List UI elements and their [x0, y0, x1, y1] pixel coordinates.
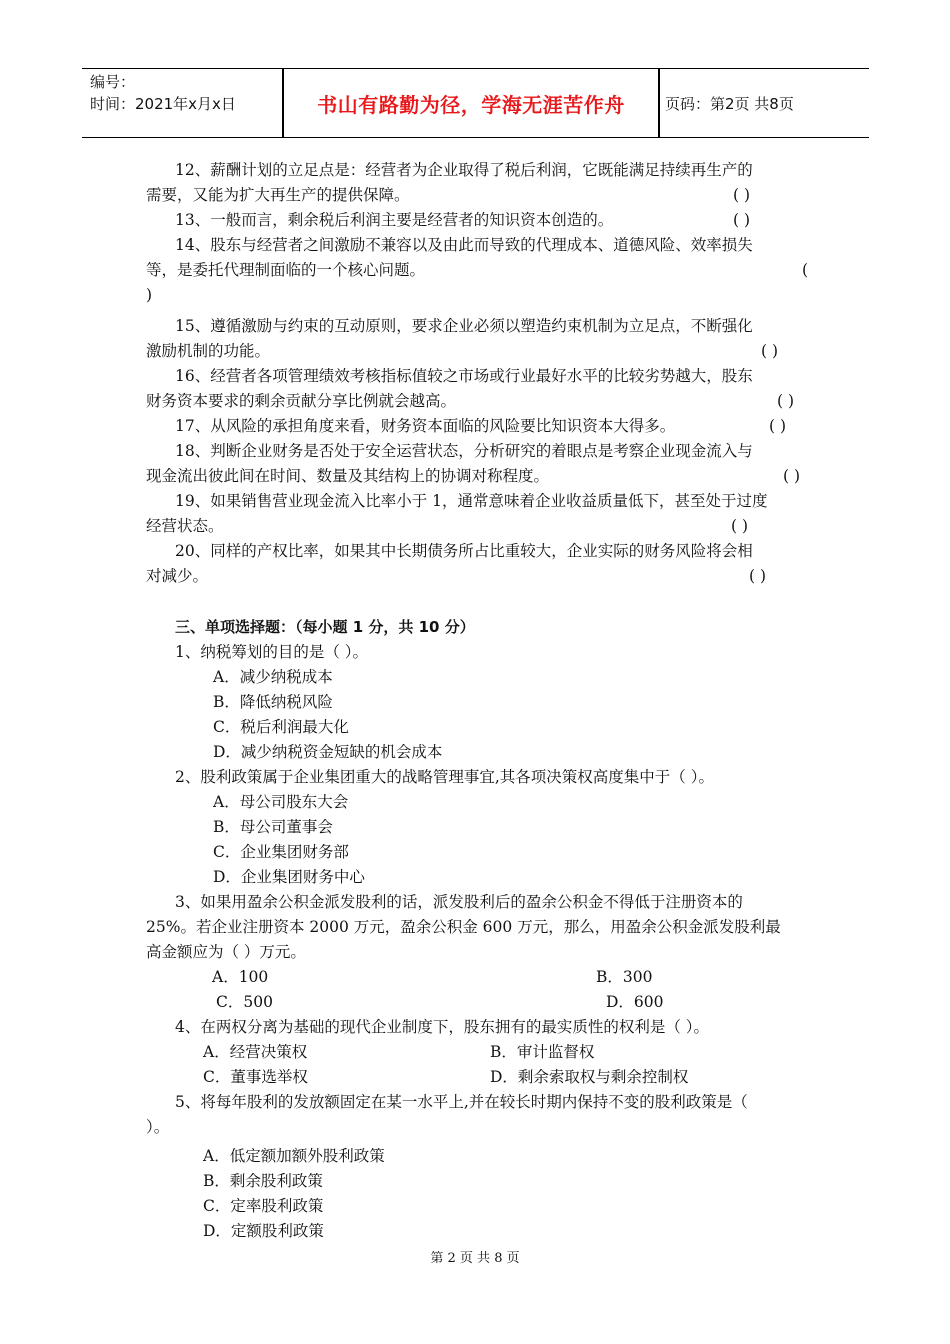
judgment-item: 19、如果销售营业现金流入比率小于 1，通常意味着企业收益质量低下，甚至处于过度 经营状态。 ( ): [146, 489, 808, 539]
answer-blank[interactable]: ( ): [730, 517, 748, 535]
page-footer: 第 2 页 共 8 页: [430, 1251, 520, 1266]
option[interactable]: D．企业集团财务中心: [213, 868, 365, 886]
option[interactable]: B．降低纳税风险: [213, 693, 333, 711]
option[interactable]: D．减少纳税资金短缺的机会成本: [213, 743, 443, 761]
judgment-item: 18、判断企业财务是否处于安全运营状态，分析研究的着眼点是考察企业现金流入与 现金流出彼此间在时间、数量及其结构上的协调对称程度。 ( ): [146, 439, 808, 489]
page-header: [82, 68, 869, 138]
answer-blank[interactable]: ( ): [732, 211, 750, 229]
answer-blank[interactable]: ( ): [748, 567, 766, 585]
option[interactable]: C．500: [216, 993, 273, 1011]
question-stem: 5、将每年股利的发放额固定在某一水平上,并在较长时期内保持不变的股利政策是（: [175, 1093, 748, 1111]
answer-blank[interactable]: ( ): [732, 186, 750, 204]
judgment-item: 17、从风险的承担角度来看，财务资本面临的风险要比知识资本大得多。 ( ): [146, 414, 808, 439]
question-stem: 25%。若企业注册资本 2000 万元，盈余公积金 600 万元，那么，用盈余公积金派发股利最: [146, 918, 781, 936]
judgment-item: 13、一般而言，剩余税后利润主要是经营者的知识资本创造的。 ( ): [146, 208, 808, 233]
question-4: [146, 1015, 808, 1090]
question-stem: 2、股利政策属于企业集团重大的战略管理事宜,其各项决策权高度集中于（ ）。: [175, 768, 714, 786]
header-page-info: 页码：第2页 共8页: [665, 95, 794, 113]
question-3: [146, 890, 808, 1015]
header-meta: [90, 71, 236, 115]
option[interactable]: D．剩余索取权与剩余控制权: [490, 1068, 689, 1086]
option[interactable]: A．低定额加额外股利政策: [203, 1147, 385, 1165]
option[interactable]: C．定率股利政策: [203, 1197, 324, 1215]
option[interactable]: B．母公司董事会: [213, 818, 333, 836]
option[interactable]: A．母公司股东大会: [213, 793, 349, 811]
question-stem: 3、如果用盈余公积金派发股利的话，派发股利后的盈余公积金不得低于注册资本的: [175, 893, 743, 911]
question-stem: 高金额应为（ ）万元。: [146, 943, 306, 961]
number-label: 编号：: [90, 73, 136, 91]
option[interactable]: C．税后利润最大化: [213, 718, 349, 736]
question-stem: 1、纳税筹划的目的是（ ）。: [175, 643, 369, 661]
question-stem: ）。: [146, 1118, 170, 1136]
question-stem: 4、在两权分离为基础的现代企业制度下，股东拥有的最实质性的权利是（ ）。: [175, 1018, 710, 1036]
answer-blank[interactable]: ( ): [782, 467, 800, 485]
question-2: [146, 765, 808, 890]
judgment-item: 14、股东与经营者之间激励不兼容以及由此而导致的代理成本、道德风险、效率损失 等，是委托代理制面临的一个核心问题。 ( ): [146, 236, 808, 304]
option[interactable]: B．剩余股利政策: [203, 1172, 323, 1190]
option[interactable]: D．600: [606, 993, 664, 1011]
time-label: 时间：2021年x月x日: [90, 95, 236, 113]
judgment-item: 16、经营者各项管理绩效考核指标值较之市场或行业最好水平的比较劣势越大，股东 财务资本要求的剩余贡献分享比例就会越高。 ( ): [146, 364, 808, 414]
question-5: [146, 1090, 808, 1244]
judgment-item: 15、遵循激励与约束的互动原则，要求企业必须以塑造约束机制为立足点，不断强化 激励机制的功能。 ( ): [146, 314, 808, 364]
answer-blank[interactable]: ( ): [776, 392, 794, 410]
option[interactable]: A．100: [212, 968, 269, 986]
option[interactable]: A．减少纳税成本: [213, 668, 333, 686]
option[interactable]: C．董事选举权: [203, 1068, 308, 1086]
option[interactable]: B．审计监督权: [490, 1043, 595, 1061]
judgment-item: 12、薪酬计划的立足点是：经营者为企业取得了税后利润，它既能满足持续再生产的 需要，又能为扩大再生产的提供保障。 ( ): [146, 158, 808, 208]
option[interactable]: A．经营决策权: [203, 1043, 308, 1061]
answer-blank[interactable]: ( ): [760, 342, 778, 360]
option[interactable]: B．300: [596, 968, 653, 986]
header-motto: 书山有路勤为径，学海无涯苦作舟: [317, 93, 625, 117]
document-body: [146, 158, 808, 1244]
answer-blank[interactable]: ( ): [768, 417, 786, 435]
option[interactable]: C．企业集团财务部: [213, 843, 349, 861]
header-divider: [658, 69, 660, 137]
question-1: [146, 640, 808, 765]
section-title: 三、单项选择题：（每小题 1 分，共 10 分）: [175, 618, 475, 636]
answer-blank[interactable]: (: [801, 261, 808, 279]
judgment-item: 20、同样的产权比率，如果其中长期债务所占比重较大，企业实际的财务风险将会相 对减少。 ( ): [146, 539, 808, 589]
option[interactable]: D．定额股利政策: [203, 1222, 324, 1240]
